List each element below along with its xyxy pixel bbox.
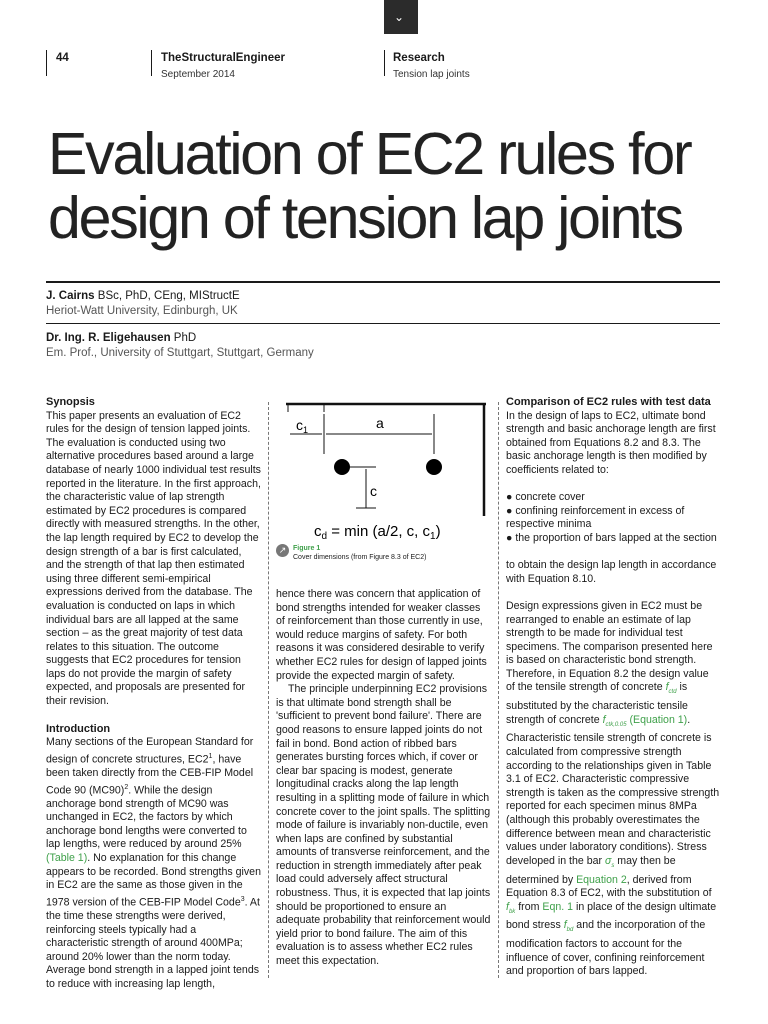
figure-caption-text: Cover dimensions (from Figure 8.3 of EC2)	[293, 554, 427, 561]
author-affiliation: Heriot-Watt University, Edinburgh, UK	[46, 305, 238, 317]
comparison-paragraph-3: Design expressions given in EC2 must be rearranged to enable an estimate of lap strength to be made for individual test specimens. The comparison presented here is based on characteristic bond strength. Therefore, in Equation 8.2 the design value of the tensile strength of concrete $f_{ctd}$ is substituted by the characteristic tensile strength of concrete $f_{ctk,0.05}$ (Equation 1). Characteristic tensile strength of concrete is calculated from compressive strength according to the relationships given in Table 3.1 of EC2. Characteristic compressive strength is taken as the compressive strength reported for each specimen minus 8MPa (although this probably overestimates the difference between mean and characteristic values under laboratory conditions). Stress developed in the bar $\sigma_s$ may then be determined by Equation 2, derived from Equation 8.3 of EC2, with the substitution of $f_{bk}$ from Eqn. 1 in place of the design ultimate bond stress $f_{bd}$ and the incorporation of the modification factors to account for the influence of cover, confining reinforcement and proportion of bars lapped.	[506, 599, 720, 978]
magazine-name: TheStructuralEngineer	[161, 52, 285, 64]
author-name: J. Cairns	[46, 290, 95, 302]
equation-1-link[interactable]: (Equation 1)	[626, 713, 688, 726]
section-name: Research	[393, 52, 445, 64]
column-rule	[498, 402, 499, 978]
author-1	[46, 289, 240, 319]
bullet-item: ● the proportion of bars lapped at the section	[506, 531, 717, 544]
symbol-fbd: $f_{bd}$	[563, 919, 574, 934]
cd-formula: $c_d = \min (a/2$, c, $c_1$)	[314, 523, 441, 542]
a-label: a	[376, 415, 384, 431]
synopsis-text: This paper presents an evaluation of EC2 rules for the design of tension lapped joints. The evaluation is conducted using two alternative procedures based around a large database of nearly 1000 individual test results reported in the literature. In the first approach, the characteristic value of lap strength estimated by EC2 procedures is compared directly with measured strengths. In the other, the lap length required by EC2 to develop the design strength of a bar is first calculated, and the strength of that lap then estimated using three different semi-empirical expressions derived from the database. The evaluation is conducted on laps in which individual bars are all lapped at the same section – as the great majority of test data relates to this situation. The outcome suggests that EC2 procedures for tension laps do not provide the margin of safety expected, and proposals are presented for their revision.	[46, 409, 261, 708]
section-header	[393, 50, 470, 83]
c-label: c	[370, 483, 377, 499]
cover-dimensions-diagram	[276, 396, 492, 546]
nav-tab[interactable]	[384, 0, 418, 34]
comparison-paragraph-2: to obtain the design lap length in accordance with Equation 8.10.	[506, 559, 717, 585]
symbol-fbk: $f_{bk}$	[506, 900, 516, 915]
bullet-item: ● concrete cover	[506, 491, 585, 504]
title-line-2: design of tension lap joints	[48, 185, 682, 251]
author-rule-top	[46, 281, 720, 283]
header-rule-left	[46, 50, 47, 76]
rebar-section	[426, 459, 442, 475]
synopsis-heading: Synopsis	[46, 396, 95, 408]
figure-label: Figure 1	[293, 545, 321, 552]
issue-date: September 2014	[161, 69, 235, 80]
author-quals: BSc, PhD, CEng, MIStructE	[94, 290, 240, 302]
equation-2-link[interactable]: Equation 2	[576, 873, 627, 886]
symbol-fctd: $f_{ctd}$	[665, 681, 677, 696]
column-1	[46, 396, 261, 992]
author-rule-mid	[46, 323, 720, 324]
rebar-section	[334, 459, 350, 475]
chevron-down-icon[interactable]: ⌄	[394, 10, 405, 24]
comparison-intro: In the design of laps to EC2, ultimate bond strength and basic anchorage length are first obtained from Equations 8.2 and 8.3. The basic anchorage length is then modified by coefficients related to:	[506, 409, 716, 476]
symbol-fctk: $f_{ctk,0.05}$	[602, 713, 627, 728]
introduction-text: Many sections of the European Standard for design of concrete structures, $EC2^1$, have been taken directly from the CEB-FIP Model Code 90 $(MC90)^2$. While the design anchorage bond strength of MC90 was unchanged in EC2, the factors by which anchorage bond lengths were converted to lap lengths, were reduced by around 25% (Table 1). No explanation for this change appears to be recorded. Bond strengths given in EC2 are the same as those given in the 1978 version of the CEB-FIP Model Code$^3$. At the time these strengths were derived, reinforcing steels typically had a characteristic strength of around 400MPa; around 20% lower than the norm today. Average bond strength in a lapped joint tends to reduce with increasing lap length,	[46, 736, 261, 990]
c1-label: $c_1$	[296, 417, 309, 435]
author-name: Dr. Ing. R. Eligehausen	[46, 332, 171, 344]
figure-1	[276, 396, 492, 588]
comparison-heading: Comparison of EC2 rules with test data	[506, 396, 711, 408]
section-topic: Tension lap joints	[393, 69, 470, 80]
header-rule-right	[384, 50, 385, 76]
eqn-1-link[interactable]: Eqn. 1	[542, 900, 574, 913]
figure-caption	[276, 544, 426, 562]
introduction-heading: Introduction	[46, 722, 111, 735]
author-2	[46, 331, 314, 361]
column-3	[506, 396, 720, 979]
bullet-item: ● confining reinforcement in excess of respective minima	[506, 504, 685, 531]
col2-paragraph-2: The principle underpinning EC2 provisions is that ultimate bond strength shall be 'sufficient to prevent bond failure'. There are good reasons to ensure lapped joints do not fail in bond. Bond action of ribbed bars generates bursting forces which, if cover or clear bar spacing is modest, generate longitudinal cracks along the lap length resulting in a splitting mode of failure in which concrete cover to the joint spalls. The splitting mode of failure is invariably non-ductile, even when laps are confined by substantial amounts of transverse reinforcement, and the reduction in strength immediately after peak load could adversely affect structural robustness. Thus, it is expected that lap joints should be proportioned to ensure an adequate probability that reinforcement would yield prior to bond failure. The aim of this evaluation is to assess whether EC2 rules meet this expectation.	[276, 683, 491, 968]
column-2	[276, 396, 492, 969]
symbol-sigma: $\sigma_s$	[604, 854, 615, 869]
figure-arrow-icon: ↗	[276, 544, 289, 557]
author-affiliation: Em. Prof., University of Stuttgart, Stuttgart, Germany	[46, 347, 314, 359]
column-rule	[268, 402, 269, 978]
author-quals: PhD	[170, 332, 197, 344]
page-number: 44	[56, 52, 69, 64]
magazine-header	[161, 50, 285, 83]
header-rule-mid	[151, 50, 152, 76]
article-title	[48, 122, 748, 250]
col2-paragraph-1: hence there was concern that application of bond strengths intended for weaker classes of reinforcement than those currently in use, would reduce margins of safety. For both reasons it was considered desirable to verify whether EC2 rules for design of lapped joints provide the expected margin of safety.	[276, 588, 487, 682]
table-1-link[interactable]: (Table 1)	[46, 852, 88, 865]
title-line-1: Evaluation of EC2 rules for	[48, 121, 691, 187]
